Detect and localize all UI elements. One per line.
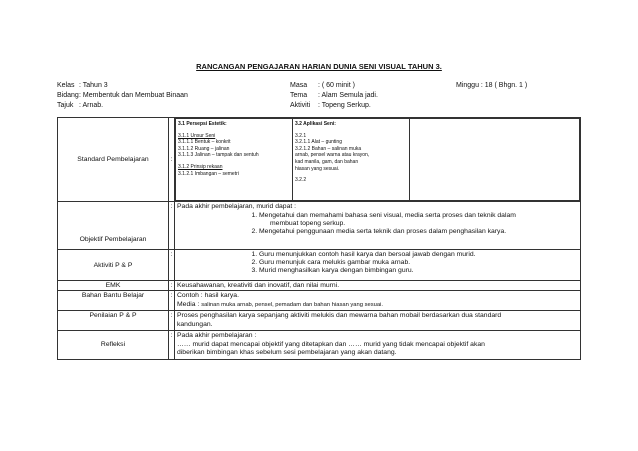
colon: : xyxy=(169,202,175,250)
standard-content xyxy=(175,118,581,202)
aplikasi-line: 3.2.1.1 Alat – gunting xyxy=(295,139,342,146)
aplikasi-line: 3.2.2 xyxy=(295,177,307,184)
aktiviti-list xyxy=(177,251,578,275)
aplikasi-line: 3.2.1.2 Bahan – salinan muka xyxy=(295,145,362,152)
aplikasi-line: arnab, pensel warna atau krayon, xyxy=(295,152,370,159)
refleksi-line: Pada akhir pembelajaran : xyxy=(177,332,257,339)
aplikasi-line: hiasan yang sesuai. xyxy=(295,165,340,172)
empty-column xyxy=(410,119,580,201)
row-aktiviti xyxy=(58,250,581,281)
objektif-item: 2. Mengetahui penggunaan media serta teknik dan proses dalam penghasilan karya. xyxy=(259,228,578,236)
bidang-value: : Membentuk dan Membuat Binaan xyxy=(79,92,188,99)
emk-value: Keusahawanan, kreativiti dan inovatif, dan nilai murni. xyxy=(175,281,581,291)
penilaian-line: Proses penghasilan karya sepanjang aktiviti melukis dan mewarna bahan mobail berdasarkan dua standard xyxy=(177,312,502,319)
colon: : xyxy=(169,118,175,202)
standard-label: Standard Pembelajaran xyxy=(58,118,169,202)
tajuk-label: Tajuk xyxy=(57,102,74,109)
persepsi-line: 3.1.1.1 Bentuk – konkrit xyxy=(178,139,231,146)
bbm-label: Bahan Bantu Belajar xyxy=(58,291,169,311)
row-standard xyxy=(58,118,581,202)
persepsi-line: 3.1.2 Prinsip rekaan xyxy=(178,163,223,170)
aktiviti-label: Aktiviti P & P xyxy=(58,250,169,281)
colon: : xyxy=(169,281,175,291)
objektif-label: Objektif Pembelajaran xyxy=(58,202,169,250)
objektif-list xyxy=(177,212,578,236)
refleksi-content xyxy=(175,331,581,360)
meta-left xyxy=(57,81,188,111)
lesson-plan-table xyxy=(57,117,581,360)
objektif-item: 1. Mengetahui dan memahami bahasa seni visual, media serta proses dan teknik dalam membuat topeng serkup. xyxy=(259,212,578,228)
persepsi-line: 3.1.1 Unsur Seni xyxy=(178,132,216,139)
bbm-content xyxy=(175,291,581,311)
colon: : xyxy=(169,331,175,360)
emk-label: EMK xyxy=(58,281,169,291)
bbm-line: Contoh : hasil karya. xyxy=(177,292,239,299)
row-refleksi xyxy=(58,331,581,360)
penilaian-line: kandungan. xyxy=(177,320,213,328)
kelas-value: : Tahun 3 xyxy=(79,82,108,89)
aktiviti-item: 3. Murid menghasilkan karya dengan bimbingan guru. xyxy=(259,267,578,275)
aktiviti-value: : Topeng Serkup. xyxy=(318,102,371,109)
tajuk-value: : Arnab. xyxy=(79,102,104,109)
penilaian-content xyxy=(175,311,581,331)
aplikasi-line: kad manila, gam, dan bahan xyxy=(295,158,359,165)
refleksi-line: diberikan bimbingan khas sebelum sesi pembelajaran yang akan datang. xyxy=(177,349,397,356)
row-objektif xyxy=(58,202,581,250)
page-title: RANCANGAN PENGAJARAN HARIAN DUNIA SENI VISUAL TAHUN 3. xyxy=(196,62,442,71)
masa-label: Masa xyxy=(290,82,308,89)
refleksi-label: Refleksi xyxy=(58,331,169,360)
colon: : xyxy=(169,291,175,311)
penilaian-label: Penilaian P & P xyxy=(58,311,169,331)
meta-middle xyxy=(290,81,378,111)
row-emk xyxy=(58,281,581,291)
masa-value: : ( 60 minit ) xyxy=(318,82,355,89)
aktiviti-item: 1. Guru menunjukkan contoh hasil karya dan bersoal jawab dengan murid. xyxy=(259,251,578,259)
aplikasi-line: 3.2.1 xyxy=(295,132,307,139)
persepsi-line: 3.1.2.1 Imbangan – semetri xyxy=(178,170,239,177)
minggu-text: Minggu : 18 ( Bhgn. 1 ) xyxy=(456,82,528,89)
colon: : xyxy=(169,311,175,331)
aktiviti-content xyxy=(175,250,581,281)
row-penilaian xyxy=(58,311,581,331)
kelas-label: Kelas xyxy=(57,82,75,89)
objektif-intro: Pada akhir pembelajaran, murid dapat : xyxy=(177,203,297,210)
aplikasi-heading: 3.2 Aplikasi Seni: xyxy=(295,121,336,127)
colon: : xyxy=(169,250,175,281)
persepsi-line: 3.1.1.3 Jalinan – tampak dan sentuh xyxy=(178,152,259,159)
refleksi-line: …… murid dapat mencapai objektif yang ditetapkan dan …… murid yang tidak mencapai objektif akan xyxy=(177,340,485,348)
row-bbm xyxy=(58,291,581,311)
persepsi-line: 3.1.1.2 Ruang – jalinan xyxy=(178,145,230,152)
tema-label: Tema xyxy=(290,92,308,99)
persepsi-heading: 3.1 Persepsi Estetik: xyxy=(178,121,227,127)
bbm-line: Media : salinan muka arnab, pensel, pemadam dan bahan hiasan yang sesuai. xyxy=(177,300,383,308)
tema-value: : Alam Semula jadi. xyxy=(318,92,378,99)
persepsi-estetik-column xyxy=(176,119,293,201)
aktiviti-item: 2. Guru menunjuk cara melukis gambar muka arnab. xyxy=(259,259,578,267)
aktiviti-label: Aktiviti xyxy=(290,102,311,109)
objektif-content xyxy=(175,202,581,250)
aplikasi-seni-column xyxy=(293,119,410,201)
standard-inner-table xyxy=(175,118,580,201)
bidang-label: Bidang xyxy=(57,92,79,99)
